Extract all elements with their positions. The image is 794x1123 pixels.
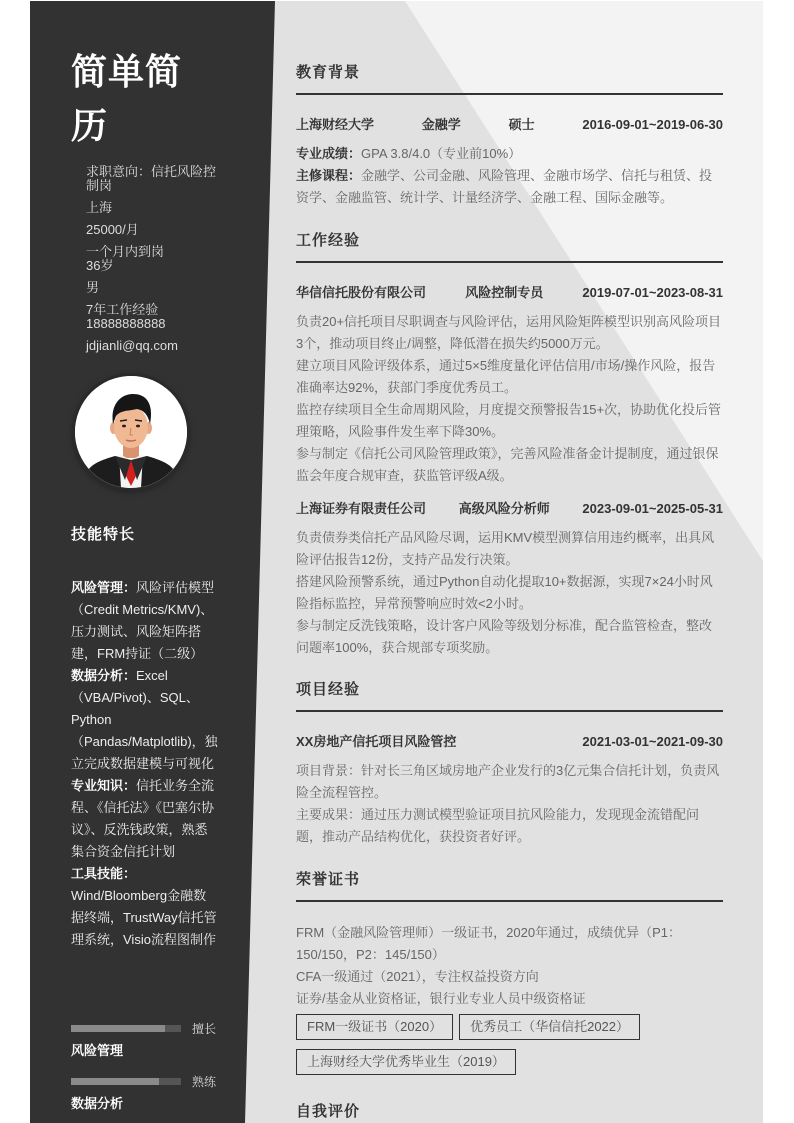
honor-line: FRM（金融风险管理师）一级证书，2020年通过，成绩优异（P1：150/150，P2：145/150） <box>296 925 681 962</box>
avatar <box>75 376 187 488</box>
skill-item <box>71 665 219 775</box>
section-title: 自我评价 <box>296 1103 361 1120</box>
detail-label: 主修课程： <box>296 168 362 183</box>
city: 上海 <box>86 200 113 215</box>
work-bullet: 建立项目风险评级体系，通过5×5维度量化评估信用/市场/操作风险，报告准确率达92%，获部门季度优秀员工。 <box>296 358 716 395</box>
work-bullet: 参与制定反洗钱策略，设计客户风险等级划分标准，配合监管检查，整改问题率100%，获合规部专项奖励。 <box>296 618 713 655</box>
age: 36岁 <box>86 258 114 273</box>
honors-section <box>296 869 723 1084</box>
skill-level: 熟练 <box>192 1074 217 1089</box>
projects-section <box>296 679 723 848</box>
skill-name: 风险管理 <box>71 1043 124 1058</box>
honor-line: CFA一级通过（2021），专注权益投资方向 <box>296 969 539 984</box>
school-name: 上海财经大学 <box>296 117 375 132</box>
section-title: 项目经验 <box>296 681 361 698</box>
work-entry <box>296 282 723 487</box>
skills-heading: 技能特长 <box>71 526 136 543</box>
job-title: 高级风险分析师 <box>458 501 550 516</box>
skill-level: 擅长 <box>192 1021 217 1036</box>
date-range: 2019-07-01~2023-08-31 <box>582 285 723 300</box>
honor-tag: 优秀员工（华信信托2022） <box>459 1014 640 1040</box>
skill-bars <box>71 1017 231 1123</box>
degree: 硕士 <box>508 117 535 132</box>
availability: 一个月内到岗 <box>86 244 165 259</box>
project-line: 主要成果：通过压力测试模型验证项目抗风险能力，发现现金流错配问题，推动产品结构优化，获投资者好评。 <box>296 807 700 844</box>
skills-list <box>71 577 219 951</box>
email: jdjianli@qq.com <box>86 338 178 353</box>
honor-tag: FRM一级证书（2020） <box>296 1014 453 1040</box>
skill-progress-bar <box>71 1025 181 1032</box>
project-name: XX房地产信托项目风险管控 <box>296 734 457 749</box>
work-bullet: 参与制定《信托公司风险管理政策》，完善风险准备金计提制度，通过银保监会年度合规审查，获监管评级A级。 <box>296 446 719 483</box>
honor-tag: 上海财经大学优秀毕业生（2019） <box>296 1049 516 1075</box>
education-entry <box>296 114 723 209</box>
skill-label: 数据分析： <box>71 668 137 683</box>
skill-bar-item <box>71 1070 231 1116</box>
skill-progress-fill <box>71 1078 159 1085</box>
skill-text: Excel（VBA/Pivot)、SQL、Python（Pandas/Matplotlib)，独立完成数据建模与可视化 <box>71 668 218 771</box>
skill-bar-item <box>71 1017 231 1063</box>
skill-item <box>71 775 219 863</box>
work-entry <box>296 498 723 659</box>
major: 金融学 <box>421 117 461 132</box>
detail-label: 专业成绩： <box>296 146 362 161</box>
skill-progress-fill <box>71 1025 165 1032</box>
section-divider <box>296 261 723 263</box>
project-line: 项目背景：针对长三角区域房地产企业发行的3亿元集合信托计划，负责风险全流程管控。 <box>296 763 720 800</box>
skill-item <box>71 577 219 665</box>
company-name: 上海证券有限责任公司 <box>296 501 427 516</box>
detail-text: GPA 3.8/4.0（专业前10%） <box>361 146 522 161</box>
project-entry <box>296 731 723 848</box>
section-divider <box>296 93 723 95</box>
profile-photo-icon <box>75 376 187 488</box>
skill-text: 风险评估模型（Credit Metrics/KMV)、压力测试、风险矩阵搭建，FRM持证（二级） <box>71 580 215 661</box>
education-section <box>296 62 723 209</box>
section-divider <box>296 900 723 902</box>
skill-text: Wind/Bloomberg金融数据终端，TrustWay信托管理系统，Visio流程图制作 <box>71 888 217 947</box>
resume-title: 简单简历 <box>71 51 183 146</box>
skill-label: 工具技能： <box>71 866 137 881</box>
self-evaluation-section <box>296 1101 723 1123</box>
work-bullet: 负责20+信托项目尽职调查与风险评估，运用风险矩阵模型识别高风险项目3个，推动项目终止/调整，降低潜在损失约5000万元。 <box>296 314 722 351</box>
section-title: 教育背景 <box>296 64 361 81</box>
skill-label: 专业知识： <box>71 778 137 793</box>
date-range: 2021-03-01~2021-09-30 <box>582 734 723 749</box>
gender: 男 <box>86 280 100 295</box>
skill-item <box>71 863 219 951</box>
company-name: 华信信托股份有限公司 <box>296 285 427 300</box>
skill-name: 数据分析 <box>71 1096 124 1111</box>
skill-label: 风险管理： <box>71 580 137 595</box>
section-title: 荣誉证书 <box>296 871 361 888</box>
work-section <box>296 230 723 659</box>
work-bullet: 负责债券类信托产品风险尽调，运用KMV模型测算信用违约概率，出具风险评估报告12份，支持产品发行决策。 <box>296 530 715 567</box>
skill-text: 信托业务全流程、《信托法》《巴塞尔协议》、反洗钱政策，熟悉集合资金信托计划 <box>71 778 215 859</box>
work-bullet: 监控存续项目全生命周期风险，月度提交预警报告15+次，协助优化投后管理策略，风险事件发生率下降30%。 <box>296 402 722 439</box>
date-range: 2023-09-01~2025-05-31 <box>582 501 723 516</box>
date-range: 2016-09-01~2019-06-30 <box>582 117 723 132</box>
phone: 18888888888 <box>86 316 166 331</box>
honor-tags <box>296 1014 723 1084</box>
detail-text: 金融学、公司金融、风险管理、金融市场学、信托与租赁、投资学、金融监管、统计学、计量经济学、金融工程、国际金融等。 <box>296 168 713 205</box>
job-intention: 求职意向：信托风险控制岗 <box>86 164 217 193</box>
work-experience-years: 7年工作经验 <box>86 302 159 317</box>
section-divider <box>296 710 723 712</box>
section-title: 工作经验 <box>296 232 361 249</box>
detail-line <box>296 143 723 165</box>
honor-line: 证券/基金从业资格证，银行业专业人员中级资格证 <box>296 991 586 1006</box>
job-title: 风险控制专员 <box>465 285 544 300</box>
skill-progress-bar <box>71 1078 181 1085</box>
salary: 25000/月 <box>86 222 139 237</box>
detail-line <box>296 165 723 209</box>
work-bullet: 搭建风险预警系统，通过Python自动化提取10+数据源，实现7×24小时风险指标监控，异常预警响应时效<2小时。 <box>296 574 713 611</box>
personal-info <box>86 165 222 361</box>
